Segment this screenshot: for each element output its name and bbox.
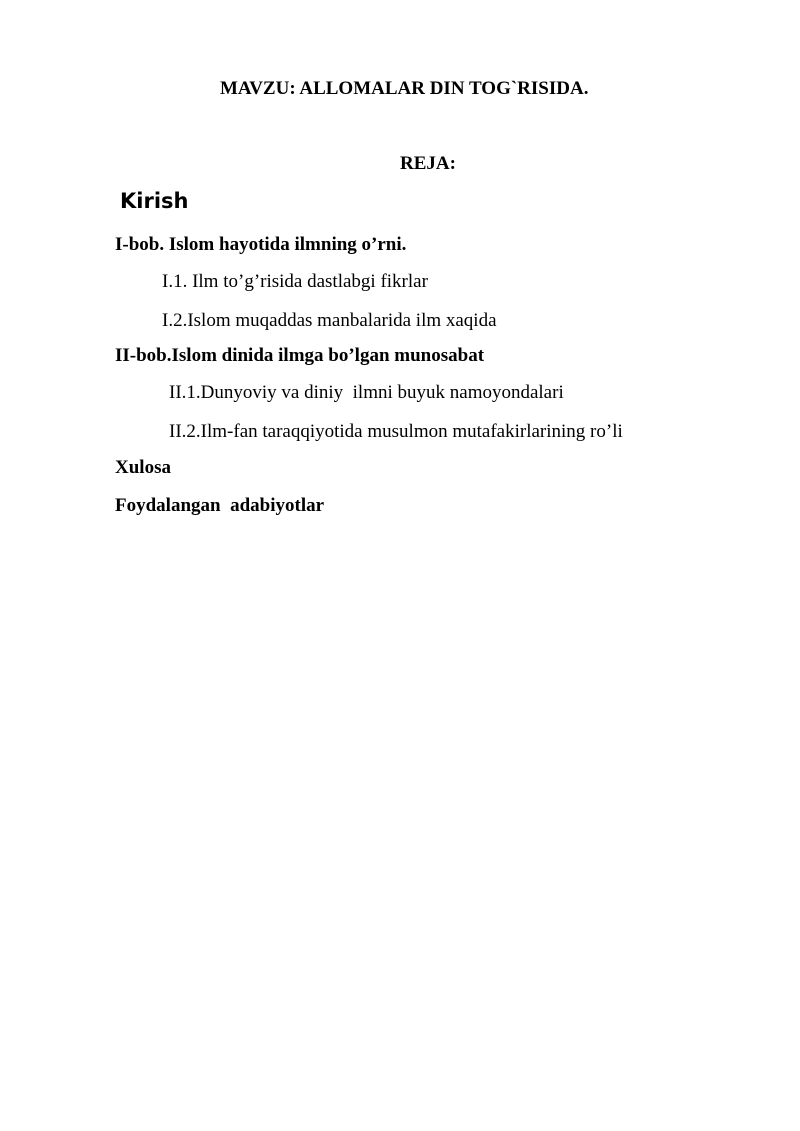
chapter-2-heading: II-bob.Islom dinida ilmga bo’lgan munosabat	[115, 345, 485, 366]
plan-heading: REJA:	[400, 153, 456, 174]
section-2-1: II.1.Dunyoviy va diniy ilmni buyuk namoyondalari	[169, 382, 564, 403]
document-title: MAVZU: ALLOMALAR DIN TOG`RISIDA.	[220, 78, 589, 99]
intro-item: Kirish	[120, 189, 189, 213]
chapter-1-heading: I-bob. Islom hayotida ilmning o’rni.	[115, 234, 407, 255]
conclusion-item: Xulosa	[115, 457, 171, 478]
section-1-1: I.1. Ilm to’g’risida dastlabgi fikrlar	[162, 271, 428, 292]
references-item: Foydalangan adabiyotlar	[115, 495, 325, 516]
section-2-2: II.2.Ilm-fan taraqqiyotida musulmon mutafakirlarining ro’li	[169, 421, 623, 442]
section-1-2: I.2.Islom muqaddas manbalarida ilm xaqida	[162, 310, 497, 331]
